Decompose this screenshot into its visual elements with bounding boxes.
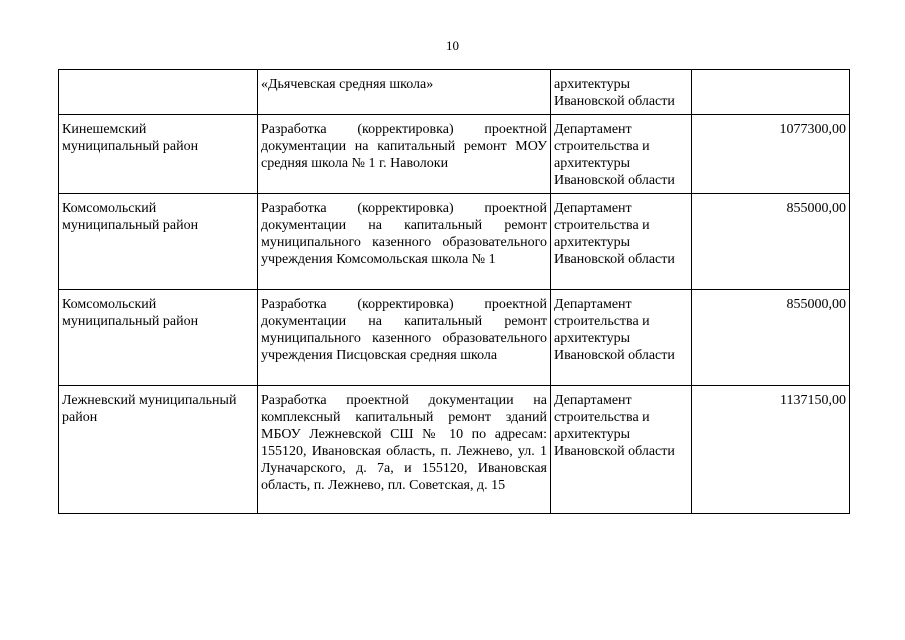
work-description-cell: Разработка (корректировка) проектной документации на капитальный ремонт МОУ средняя школа № 1 г. Наволоки [258, 115, 551, 194]
amount-cell: 1077300,00 [692, 115, 850, 194]
district-cell: Кинешемский муниципальный район [59, 115, 258, 194]
agency-cell: Департамент строительства и архитектуры Ивановской области [551, 386, 692, 514]
agency-cell: Департамент строительства и архитектуры Ивановской области [551, 194, 692, 290]
funding-table [58, 69, 850, 514]
amount-cell [692, 70, 850, 115]
agency-cell: Департамент строительства и архитектуры Ивановской области [551, 290, 692, 386]
district-cell: Комсомольский муниципальный район [59, 290, 258, 386]
amount-cell: 855000,00 [692, 290, 850, 386]
work-description-cell: Разработка проектной документации на комплексный капитальный ремонт зданий МБОУ Лежневской СШ № 10 по адресам: 155120, Ивановская область, п. Лежнево, ул. 1 Луначарского, д. 7а, и 155120, Ивановская область, п. Лежнево, пл. Советская, д. 15 [258, 386, 551, 514]
table-row [59, 70, 850, 115]
district-cell: Лежневский муниципальный район [59, 386, 258, 514]
amount-cell: 855000,00 [692, 194, 850, 290]
work-description-cell: Разработка (корректировка) проектной документации на капитальный ремонт муниципального казенного образовательного учреждения Писцовская средняя школа [258, 290, 551, 386]
table-row [59, 115, 850, 194]
work-description-cell: «Дьячевская средняя школа» [258, 70, 551, 115]
table-row [59, 386, 850, 514]
district-cell: Комсомольский муниципальный район [59, 194, 258, 290]
agency-cell: архитектуры Ивановской области [551, 70, 692, 115]
work-description-cell: Разработка (корректировка) проектной документации на капитальный ремонт муниципального казенного образовательного учреждения Комсомольская школа № 1 [258, 194, 551, 290]
table-row [59, 194, 850, 290]
amount-cell: 1137150,00 [692, 386, 850, 514]
agency-cell: Департамент строительства и архитектуры Ивановской области [551, 115, 692, 194]
district-cell [59, 70, 258, 115]
table-row [59, 290, 850, 386]
page-number: 10 [446, 38, 459, 53]
